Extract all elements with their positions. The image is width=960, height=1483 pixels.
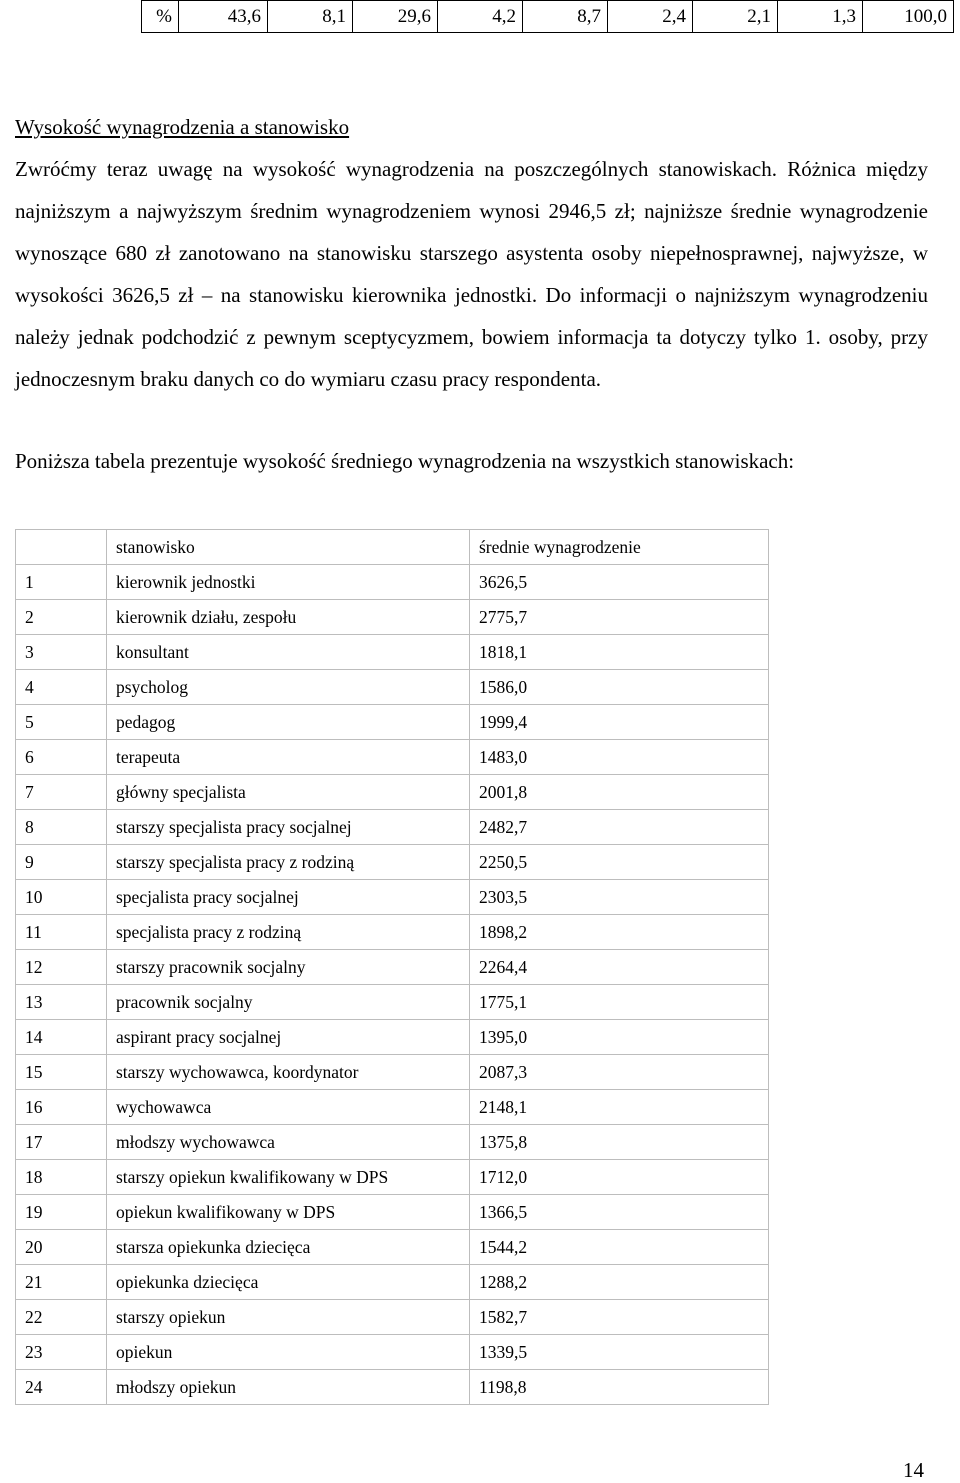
average-salary: 1288,2: [470, 1265, 769, 1300]
position-name: specjalista pracy socjalnej: [107, 880, 470, 915]
table-row: [16, 880, 769, 915]
row-number: 8: [16, 810, 107, 845]
table-row: [16, 1300, 769, 1335]
average-salary: 1999,4: [470, 705, 769, 740]
position-name: starszy opiekun kwalifikowany w DPS: [107, 1160, 470, 1195]
table-intro-paragraph: Poniższa tabela prezentuje wysokość średniego wynagrodzenia na wszystkich stanowiskach:: [15, 449, 795, 473]
position-name: główny specjalista: [107, 775, 470, 810]
table-row: [16, 775, 769, 810]
average-salary: 2303,5: [470, 880, 769, 915]
table-row: [16, 740, 769, 775]
position-name: młodszy opiekun: [107, 1370, 470, 1405]
percent-cell: 2,1: [693, 1, 778, 33]
row-number: 4: [16, 670, 107, 705]
position-name: opiekun kwalifikowany w DPS: [107, 1195, 470, 1230]
table-row: [16, 1230, 769, 1265]
average-salary: 3626,5: [470, 565, 769, 600]
percent-summary-table: [141, 0, 954, 33]
header-number: [16, 530, 107, 565]
average-salary: 2087,3: [470, 1055, 769, 1090]
row-number: 6: [16, 740, 107, 775]
table-row: [16, 810, 769, 845]
row-number: 24: [16, 1370, 107, 1405]
position-name: starszy specjalista pracy socjalnej: [107, 810, 470, 845]
row-number: 17: [16, 1125, 107, 1160]
average-salary: 1483,0: [470, 740, 769, 775]
table-row: [16, 1125, 769, 1160]
table-row: [16, 1055, 769, 1090]
position-name: terapeuta: [107, 740, 470, 775]
page-number: 14: [903, 1458, 924, 1482]
row-number: 1: [16, 565, 107, 600]
position-name: starszy wychowawca, koordynator: [107, 1055, 470, 1090]
row-number: 3: [16, 635, 107, 670]
table-row: [16, 1265, 769, 1300]
section-heading: Wysokość wynagrodzenia a stanowisko: [15, 115, 350, 139]
percent-row: [142, 1, 954, 33]
row-number: 19: [16, 1195, 107, 1230]
table-row: [16, 845, 769, 880]
average-salary: 1818,1: [470, 635, 769, 670]
average-salary: 1712,0: [470, 1160, 769, 1195]
position-name: młodszy wychowawca: [107, 1125, 470, 1160]
position-name: starsza opiekunka dziecięca: [107, 1230, 470, 1265]
average-salary: 2775,7: [470, 600, 769, 635]
average-salary: 2482,7: [470, 810, 769, 845]
percent-cell: 2,4: [608, 1, 693, 33]
header-position: stanowisko: [107, 530, 470, 565]
percent-cell: 8,7: [523, 1, 608, 33]
table-row: [16, 635, 769, 670]
row-number: 15: [16, 1055, 107, 1090]
row-number: 10: [16, 880, 107, 915]
average-salary: 1544,2: [470, 1230, 769, 1265]
row-number: 11: [16, 915, 107, 950]
table-row: [16, 1020, 769, 1055]
salary-table: [15, 529, 769, 1405]
row-number: 22: [16, 1300, 107, 1335]
position-name: opiekunka dziecięca: [107, 1265, 470, 1300]
row-number: 13: [16, 985, 107, 1020]
row-number: 7: [16, 775, 107, 810]
table-row: [16, 1370, 769, 1405]
table-row: [16, 705, 769, 740]
average-salary: 2250,5: [470, 845, 769, 880]
average-salary: 2148,1: [470, 1090, 769, 1125]
position-name: kierownik jednostki: [107, 565, 470, 600]
table-row: [16, 1195, 769, 1230]
average-salary: 1366,5: [470, 1195, 769, 1230]
row-number: 16: [16, 1090, 107, 1125]
position-name: aspirant pracy socjalnej: [107, 1020, 470, 1055]
percent-cell: 1,3: [778, 1, 863, 33]
average-salary: 1339,5: [470, 1335, 769, 1370]
average-salary: 1898,2: [470, 915, 769, 950]
position-name: starszy pracownik socjalny: [107, 950, 470, 985]
table-row: [16, 1335, 769, 1370]
table-row: [16, 950, 769, 985]
percent-cell: 43,6: [179, 1, 268, 33]
header-salary: średnie wynagrodzenie: [470, 530, 769, 565]
position-name: wychowawca: [107, 1090, 470, 1125]
position-name: pedagog: [107, 705, 470, 740]
table-row: [16, 670, 769, 705]
row-number: 2: [16, 600, 107, 635]
row-number: 14: [16, 1020, 107, 1055]
average-salary: 1775,1: [470, 985, 769, 1020]
average-salary: 2264,4: [470, 950, 769, 985]
table-row: [16, 565, 769, 600]
row-number: 5: [16, 705, 107, 740]
position-name: specjalista pracy z rodziną: [107, 915, 470, 950]
body-paragraph: Zwróćmy teraz uwagę na wysokość wynagrodzenia na poszczególnych stanowiskach. Różnica między najniższym a najwyższym średnim wynagrodzeniem wynosi 2946,5 zł; najniższe średnie wynagrodzenie wynoszące 680 zł zanotowano na stanowisku starszego asystenta osoby niepełnosprawnej, najwyższe, w wysokości 3626,5 zł – na stanowisku kierownika jednostki. Do informacji o najniższym wynagrodzeniu należy jednak podchodzić z pewnym sceptycyzmem, bowiem informacja ta dotyczy tylko 1. osoby, przy jednoczesnym braku danych co do wymiaru czasu pracy respondenta.: [15, 157, 928, 391]
percent-cell: 4,2: [438, 1, 523, 33]
salary-table-body: [16, 565, 769, 1405]
position-name: opiekun: [107, 1335, 470, 1370]
table-row: [16, 1090, 769, 1125]
row-number: 12: [16, 950, 107, 985]
table-row: [16, 1160, 769, 1195]
position-name: starszy opiekun: [107, 1300, 470, 1335]
average-salary: 1198,8: [470, 1370, 769, 1405]
percent-cell: 8,1: [268, 1, 353, 33]
table-row: [16, 915, 769, 950]
table-row: [16, 985, 769, 1020]
average-salary: 1395,0: [470, 1020, 769, 1055]
percent-cell: 29,6: [353, 1, 438, 33]
average-salary: 1375,8: [470, 1125, 769, 1160]
percent-cell: 100,0: [863, 1, 954, 33]
percent-cell: %: [142, 1, 179, 33]
row-number: 23: [16, 1335, 107, 1370]
average-salary: 2001,8: [470, 775, 769, 810]
row-number: 18: [16, 1160, 107, 1195]
average-salary: 1586,0: [470, 670, 769, 705]
row-number: 21: [16, 1265, 107, 1300]
position-name: pracownik socjalny: [107, 985, 470, 1020]
position-name: psycholog: [107, 670, 470, 705]
position-name: konsultant: [107, 635, 470, 670]
row-number: 9: [16, 845, 107, 880]
table-header-row: [16, 530, 769, 565]
average-salary: 1582,7: [470, 1300, 769, 1335]
row-number: 20: [16, 1230, 107, 1265]
table-row: [16, 600, 769, 635]
position-name: kierownik działu, zespołu: [107, 600, 470, 635]
position-name: starszy specjalista pracy z rodziną: [107, 845, 470, 880]
